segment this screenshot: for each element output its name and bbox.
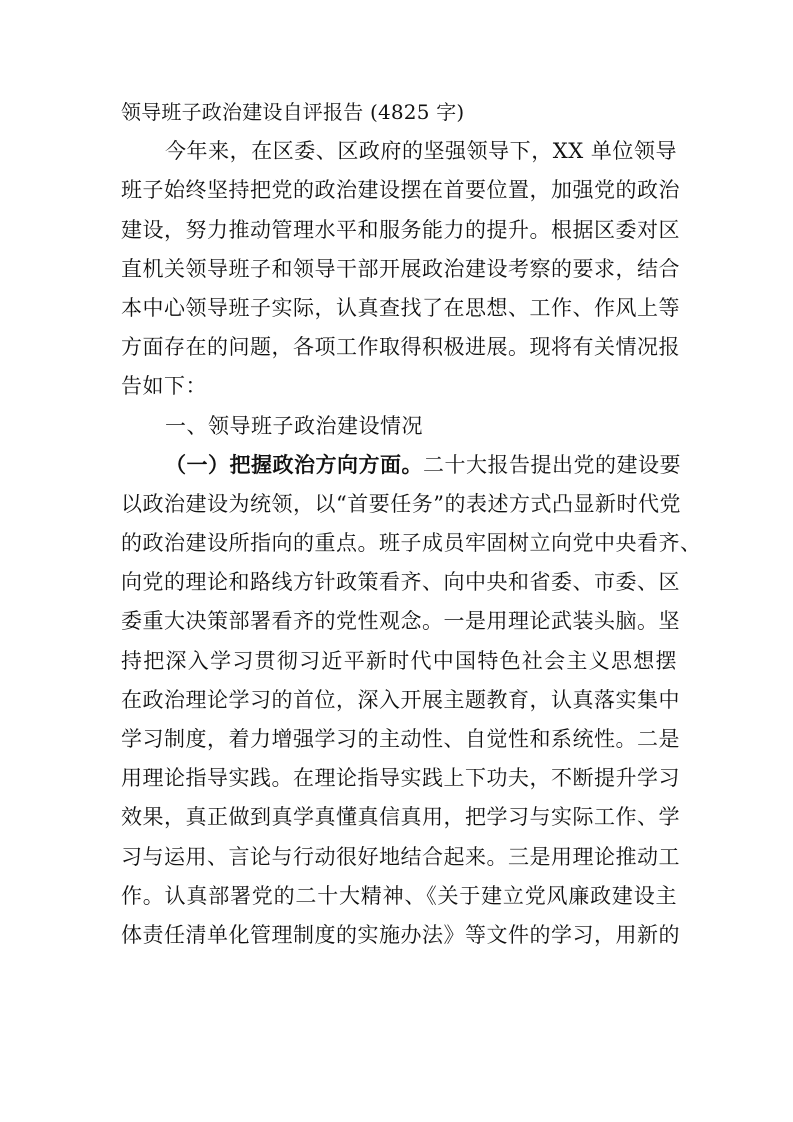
subsection-line-7: 在政治理论学习的首位，深入开展主题教育，认真落实集中 <box>121 687 680 712</box>
document-title: 领导班子政治建设自评报告 (4825 字) <box>121 100 465 124</box>
subsection-line-6: 持把深入学习贯彻习近平新时代中国特色社会主义思想摆 <box>121 648 677 673</box>
subsection-line-9: 用理论指导实践。在理论指导实践上下功夫，不断提升学习 <box>121 766 680 791</box>
subsection-line-4: 向党的理论和路线方针政策看齐、向中央和省委、市委、区 <box>121 570 680 595</box>
subsection-first-line <box>121 446 681 485</box>
subsection-line-2: 以政治建设为统领，以“首要任务”的表述方式凸显新时代党 <box>121 491 681 516</box>
intro-line-5: 本中心领导班子实际，认真查找了在思想、工作、作风上等 <box>121 295 680 320</box>
subsection-line-8: 学习制度，着力增强学习的主动性、自觉性和系统性。二是 <box>121 727 680 751</box>
subsection-line-3: 的政治建设所指向的重点。班子成员牢固树立向党中央看齐、 <box>121 531 702 556</box>
subsection-line-5: 委重大决策部署看齐的党性观念。一是用理论武装头脑。坚 <box>121 609 680 634</box>
section-heading: 一、领导班子政治建设情况 <box>165 413 423 438</box>
subsection-line-13: 体责任清单化管理制度的实施办法》等文件的学习，用新的 <box>121 922 680 947</box>
subsection-line-10: 效果，真正做到真学真懂真信真用，把学习与实际工作、学 <box>121 805 680 830</box>
intro-line-1: 今年来，在区委、区政府的坚强领导下，XX 单位领导 <box>165 139 677 164</box>
subsection-heading: （一）把握政治方向方面。 <box>165 452 423 477</box>
intro-line-4: 直机关领导班子和领导干部开展政治建设考察的要求，结合 <box>121 256 680 281</box>
intro-line-3: 建设，努力推动管理水平和服务能力的提升。根据区委对区 <box>121 217 680 242</box>
intro-line-2: 班子始终坚持把党的政治建设摆在首要位置，加强党的政治 <box>121 178 680 203</box>
subsection-line-12: 作。认真部署党的二十大精神、《关于建立党风廉政建设主 <box>121 883 677 908</box>
subsection-first-line-text: 二十大报告提出党的建设要 <box>423 452 681 477</box>
intro-line-7: 告如下： <box>121 374 207 399</box>
document-body <box>121 93 702 955</box>
intro-line-6: 方面存在的问题，各项工作取得积极进展。现将有关情况报 <box>121 335 680 360</box>
subsection-line-11: 习与运用、言论与行动很好地结合起来。三是用理论推动工 <box>121 844 680 869</box>
